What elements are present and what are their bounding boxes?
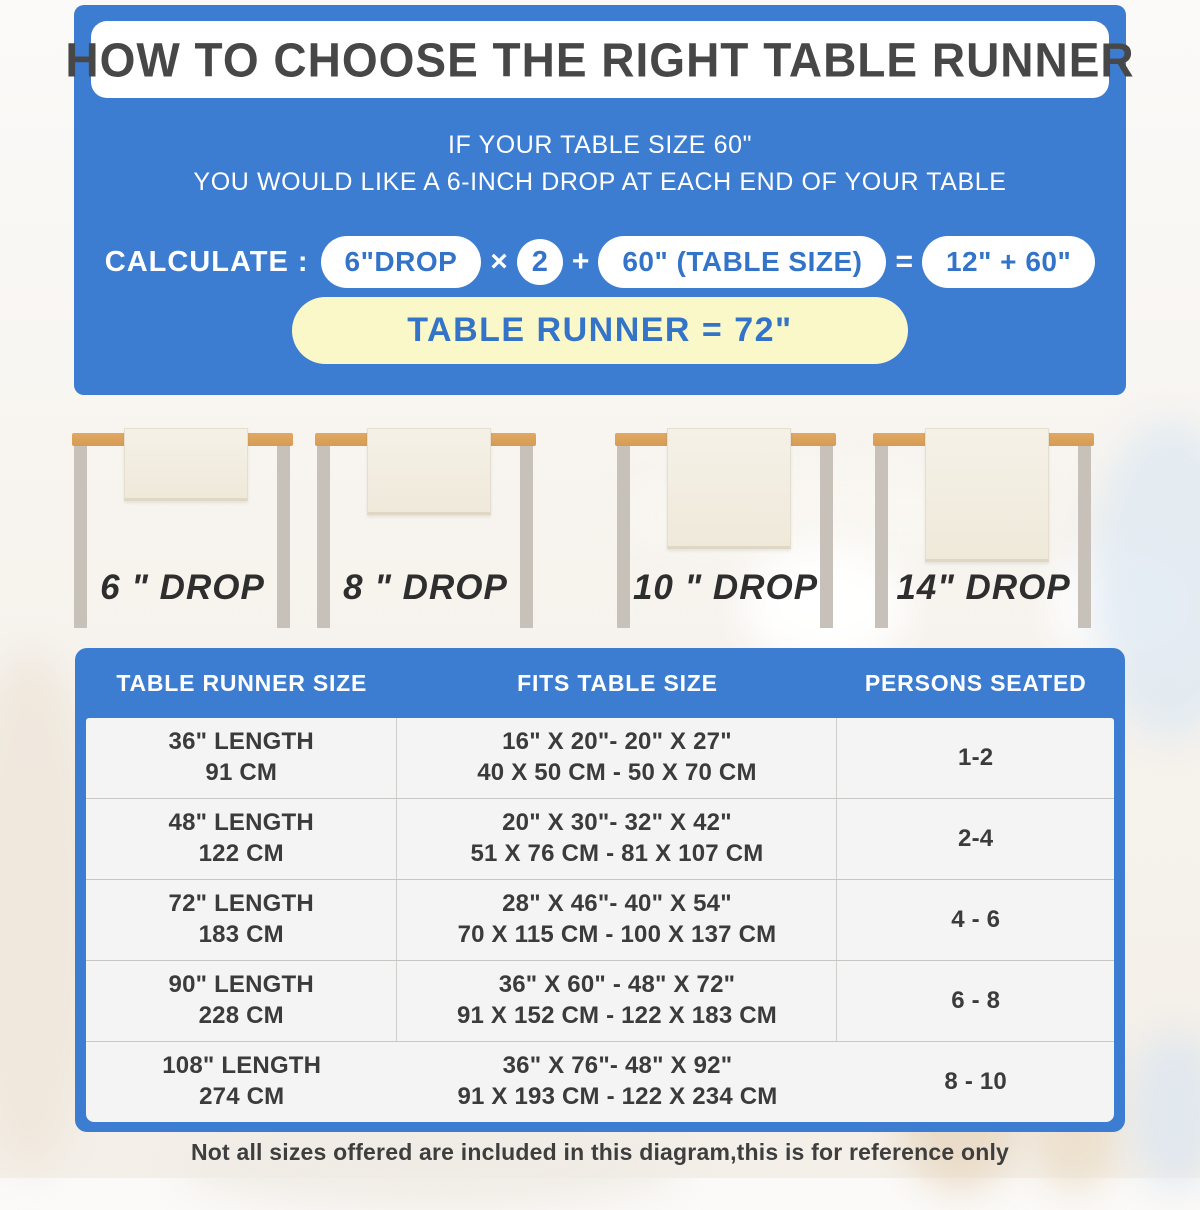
drop-label: 14" DROP [896,568,1071,607]
persons-seated: 4 - 6 [951,905,1001,933]
table-runner [667,428,791,549]
footnote: Not all sizes offered are included in this diagram,this is for reference only [190,1139,1010,1165]
table-row [86,798,1114,879]
fits-size-inches: 36" X 60" - 48" X 72" [498,971,736,999]
drop-figure-6 [72,420,293,635]
runner-size-cm: 91 CM [205,759,278,786]
fits-size-cell [397,880,837,960]
size-table-panel [75,648,1125,1132]
runner-size-cell [86,961,397,1041]
persons-cell [837,1042,1114,1122]
runner-size-cell [86,799,397,879]
fits-size-cell [397,961,837,1041]
fits-size-cm: 91 X 193 CM - 122 X 234 CM [457,1083,778,1110]
drop-figure-10 [615,420,836,635]
runner-size-inches: 108" LENGTH [162,1052,322,1080]
fits-size-cm: 91 X 152 CM - 122 X 183 CM [456,1002,777,1029]
runner-size-cm: 183 CM [198,921,284,948]
fits-size-cm: 70 X 115 CM - 100 X 137 CM [457,921,777,948]
runner-size-inches: 36" LENGTH [168,728,314,756]
column-header-persons: PERSONS SEATED [864,669,1087,696]
table-row [86,1041,1114,1122]
runner-size-cm: 274 CM [199,1083,285,1110]
drop-figures [0,420,1200,650]
equals-sign: = [895,245,913,278]
persons-seated: 6 - 8 [951,986,1001,1014]
drop-label: 8 " DROP [343,568,508,607]
drop-label: 10 " DROP [632,568,819,607]
persons-cell [837,961,1114,1041]
persons-cell [837,718,1114,798]
fits-size-cell [397,1042,837,1122]
fits-size-cell [397,718,837,798]
table-runner [367,428,491,515]
table-runner [925,428,1049,562]
size-table-body [86,718,1114,1122]
runner-size-cm: 228 CM [198,1002,284,1029]
fits-size-inches: 20" X 30"- 32" X 42" [502,809,732,837]
table-runner [124,428,248,501]
subtitle-line-2: YOU WOULD LIKE A 6-INCH DROP AT EACH END OF YOUR TABLE [193,168,1007,196]
subtitle-line-1: IF YOUR TABLE SIZE 60" [447,131,753,159]
calculation-row [74,235,1126,289]
drop-figure-14 [873,420,1094,635]
fits-size-cm: 51 X 76 CM - 81 X 107 CM [470,840,764,867]
column-header-fits-size: FITS TABLE SIZE [517,669,718,696]
runner-size-inches: 72" LENGTH [168,890,314,918]
fits-size-inches: 36" X 76"- 48" X 92" [502,1052,733,1080]
instruction-panel [65,5,1135,395]
sum-pill: 12" + 60" [922,236,1095,288]
runner-size-inches: 90" LENGTH [168,971,314,999]
drop-figure-8 [315,420,536,635]
calculate-label: CALCULATE : [104,245,309,278]
runner-size-cell [86,718,397,798]
size-table-header [86,648,1114,718]
runner-size-cell [86,1042,397,1122]
runner-size-cell [86,880,397,960]
column-header-runner-size: TABLE RUNNER SIZE [116,669,368,696]
runner-size-cm: 122 CM [198,840,284,867]
table-row [86,960,1114,1041]
multiply-sign: × [490,245,508,278]
persons-seated: 1-2 [958,743,994,771]
drop-label: 6 " DROP [100,568,265,607]
persons-seated: 2-4 [958,824,994,852]
page-title: HOW TO CHOOSE THE RIGHT TABLE RUNNER [65,32,1135,87]
fits-size-inches: 16" X 20"- 20" X 27" [502,728,732,756]
fits-size-inches: 28" X 46"- 40" X 54" [502,890,732,918]
persons-cell [837,880,1114,960]
title-box [65,21,1135,98]
persons-seated: 8 - 10 [944,1067,1007,1095]
table-size-pill: 60" (TABLE SIZE) [598,236,886,288]
runner-size-inches: 48" LENGTH [168,809,314,837]
plus-sign: + [571,245,590,278]
result-pill: TABLE RUNNER = 72" [292,297,908,364]
drop-value-pill: 6"DROP [321,236,482,288]
table-row [86,718,1114,798]
multiplier-circle: 2 [517,239,563,285]
persons-cell [837,799,1114,879]
fits-size-cm: 40 X 50 CM - 50 X 70 CM [477,759,757,786]
background-blur [1130,1030,1200,1190]
table-row [86,879,1114,960]
fits-size-cell [397,799,837,879]
